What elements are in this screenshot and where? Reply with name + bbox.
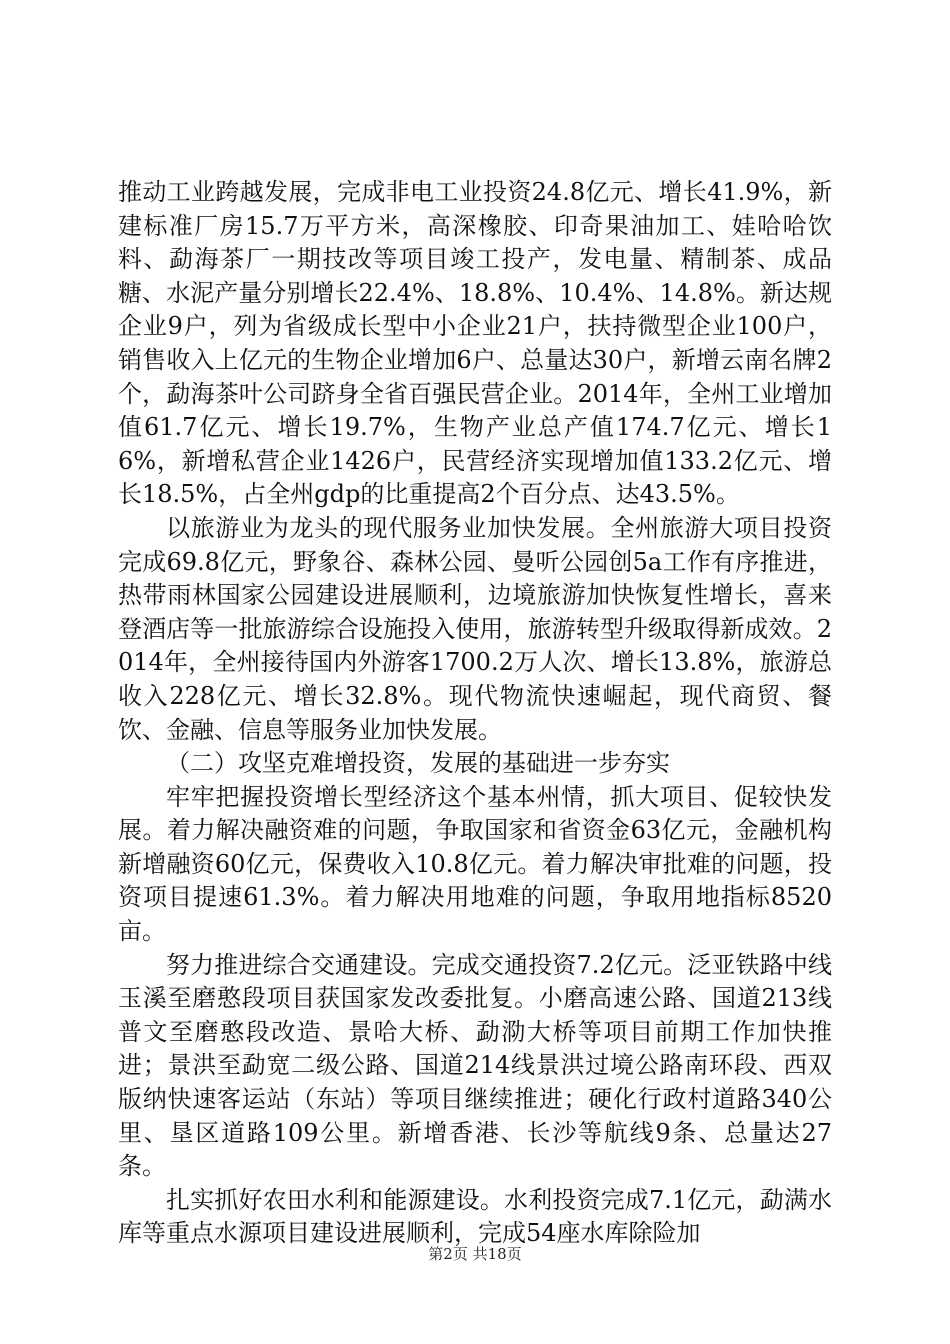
paragraph-transport: 努力推进综合交通建设。完成交通投资7.2亿元。泛亚铁路中线玉溪至磨憨段项目获国家发改委批复。小磨高速公路、国道213线普文至磨憨段改造、景哈大桥、勐泐大桥等项目前期工作加快推进；景洪至勐宽二级公路、国道214线景洪过境公路南环段、西双版纳快速客运站（东站）等项目继续推进；硬化行政村道路340公里、垦区道路109公里。新增香港、长沙等航线9条、总量达27条。 xyxy=(118,950,832,1181)
page-number-footer: 第2页 共18页 xyxy=(428,1245,522,1263)
paragraph-water-energy: 扎实抓好农田水利和能源建设。水利投资完成7.1亿元，勐满水库等重点水源项目建设进展顺利，完成54座水库除险加 xyxy=(118,1185,832,1248)
paragraph-tourism: 以旅游业为龙头的现代服务业加快发展。全州旅游大项目投资完成69.8亿元，野象谷、森林公园、曼听公园创5a工作有序推进，热带雨林国家公园建设进展顺利，边境旅游加快恢复性增长，喜来登酒店等一批旅游综合设施投入使用，旅游转型升级取得新成效。2014年，全州接待国内外游客1700.2万人次、增长13.8%，旅游总收入228亿元、增长32.8%。现代物流快速崛起，现代商贸、餐饮、金融、信息等服务业加快发展。 xyxy=(118,513,832,744)
document-body xyxy=(118,176,832,1251)
section-heading-investment: （二）攻坚克难增投资，发展的基础进一步夯实 xyxy=(166,749,670,778)
paragraph-investment: 牢牢把握投资增长型经济这个基本州情，抓大项目、促较快发展。着力解决融资难的问题，争取国家和省资金63亿元，金融机构新增融资60亿元，保费收入10.8亿元。着力解决审批难的问题，投资项目提速61.3%。着力解决用地难的问题，争取用地指标8520亩。 xyxy=(118,782,832,946)
paragraph-industry: 推动工业跨越发展，完成非电工业投资24.8亿元、增长41.9%，新建标准厂房15.7万平方米，高深橡胶、印奇果油加工、娃哈哈饮料、勐海茶厂一期技改等项目竣工投产，发电量、精制茶、成品糖、水泥产量分别增长22.4%、18.8%、10.4%、14.8%。新达规企业9户，列为省级成长型中小企业21户，扶持微型企业100户，销售收入上亿元的生物企业增加6户、总量达30户，新增云南名牌2个，勐海茶叶公司跻身全省百强民营企业。2014年，全州工业增加值61.7亿元、增长19.7%，生物产业总产值174.7亿元、增长16%，新增私营企业1426户，民营经济实现增加值133.2亿元、增长18.5%，占全州gdp的比重提高2个百分点、达43.5%。 xyxy=(118,178,832,509)
